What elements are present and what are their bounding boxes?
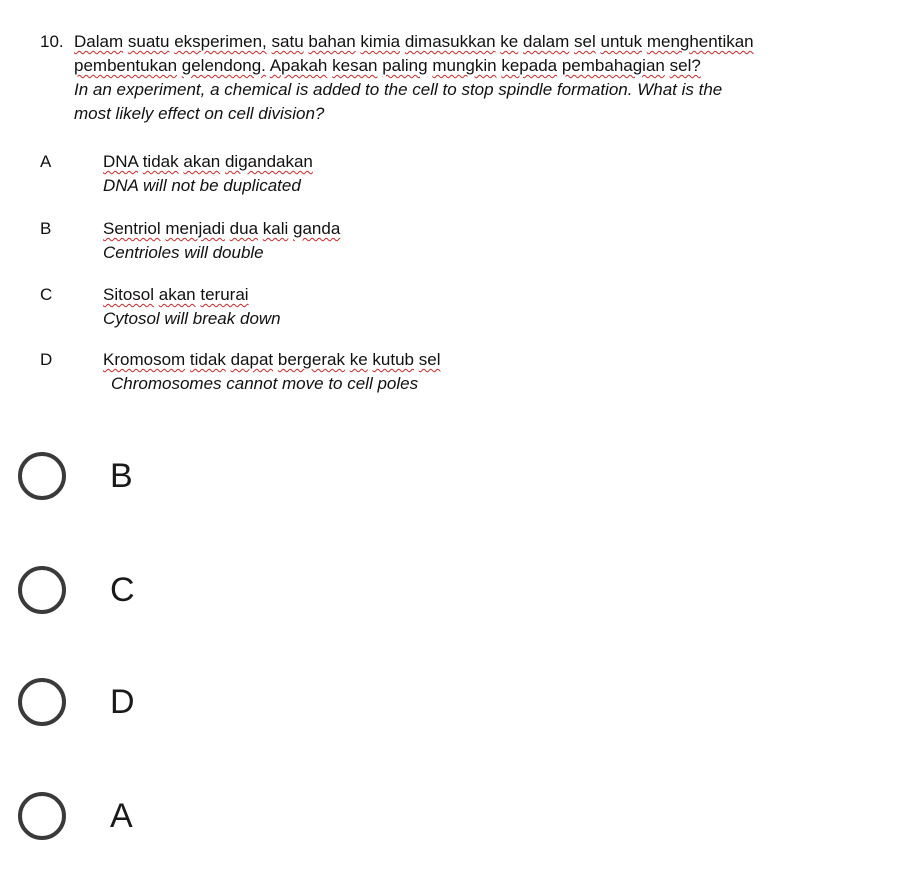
question-word: eksperimen, [174, 32, 267, 51]
option-letter: B [40, 219, 52, 238]
question-word: pembahagian [561, 56, 665, 75]
option-word: kutub [372, 350, 414, 369]
option-text [103, 348, 440, 396]
option-text [103, 217, 340, 265]
option-word: sel [418, 350, 441, 369]
option-en-text: Chromosomes cannot move to cell poles [111, 374, 419, 393]
question-word: bahan [308, 32, 356, 51]
question-block [40, 30, 900, 126]
radio-button[interactable] [18, 452, 66, 500]
answer-choice-label[interactable]: B [110, 457, 133, 495]
option-word: akan [158, 285, 196, 304]
option-word: DNA [103, 152, 138, 171]
option-word: tidak [142, 152, 179, 171]
option-word: tidak [189, 350, 226, 369]
option-word: dua [229, 219, 259, 238]
question-word: satu [271, 32, 304, 51]
question-word: kesan [332, 56, 378, 75]
question-word: dimasukkan [404, 32, 496, 51]
answer-choice-b[interactable] [18, 452, 318, 508]
option-en-text: Centrioles will double [103, 243, 264, 262]
question-word: kepada [501, 56, 558, 75]
question-word: Apakah [269, 56, 328, 75]
option-letter: A [40, 152, 52, 171]
question-word: sel [574, 32, 596, 51]
option-ms-text [103, 217, 340, 241]
answer-choice-a[interactable] [18, 792, 318, 848]
answer-choice-label[interactable]: A [110, 797, 133, 835]
option-word: menjadi [165, 219, 225, 238]
option-word: dapat [230, 350, 274, 369]
answer-choice-label[interactable]: C [110, 571, 135, 609]
question-en-line-1: In an experiment, a chemical is added to the cell to stop spindle formation. What is the [74, 80, 723, 99]
option-word: terurai [200, 285, 249, 304]
option-text [103, 283, 281, 331]
option-text [103, 150, 313, 198]
option-word: kali [262, 219, 289, 238]
question-word: kimia [360, 32, 401, 51]
question-word: paling [382, 56, 428, 75]
option-ms-text [103, 348, 440, 372]
question-word: ke [500, 32, 519, 51]
question-ms-line-1 [40, 30, 900, 54]
radio-button[interactable] [18, 678, 66, 726]
option-word: ganda [293, 219, 341, 238]
answer-choice-c[interactable] [18, 566, 318, 622]
option-en-text: DNA will not be duplicated [103, 176, 301, 195]
option-en-text: Cytosol will break down [103, 309, 281, 328]
option-word: Sitosol [103, 285, 155, 304]
option-ms-text [103, 150, 313, 174]
question-word: pembentukan [74, 56, 178, 75]
option-ms-text [103, 283, 281, 307]
question-en-line-2: most likely effect on cell division? [74, 104, 325, 123]
option-word: akan [183, 152, 221, 171]
option-word: bergerak [277, 350, 345, 369]
question-word: sel? [669, 56, 701, 75]
option-letter: C [40, 285, 53, 304]
option-word: ke [349, 350, 368, 369]
option-word: digandakan [224, 152, 313, 171]
question-word: dalam [522, 32, 570, 51]
answer-choice-label[interactable]: D [110, 683, 135, 721]
question-word: untuk [600, 32, 643, 51]
question-word: suatu [127, 32, 170, 51]
radio-button[interactable] [18, 792, 66, 840]
question-ms-line-2 [40, 54, 900, 78]
question-word: menghentikan [646, 32, 754, 51]
answer-choice-d[interactable] [18, 678, 318, 734]
question-word: Dalam [74, 32, 124, 51]
option-letter: D [40, 350, 53, 369]
question-word: mungkin [432, 56, 497, 75]
question-number: 10. [40, 32, 64, 51]
radio-button[interactable] [18, 566, 66, 614]
question-word: gelendong. [181, 56, 266, 75]
option-word: Kromosom [103, 350, 186, 369]
option-word: Sentriol [103, 219, 161, 238]
